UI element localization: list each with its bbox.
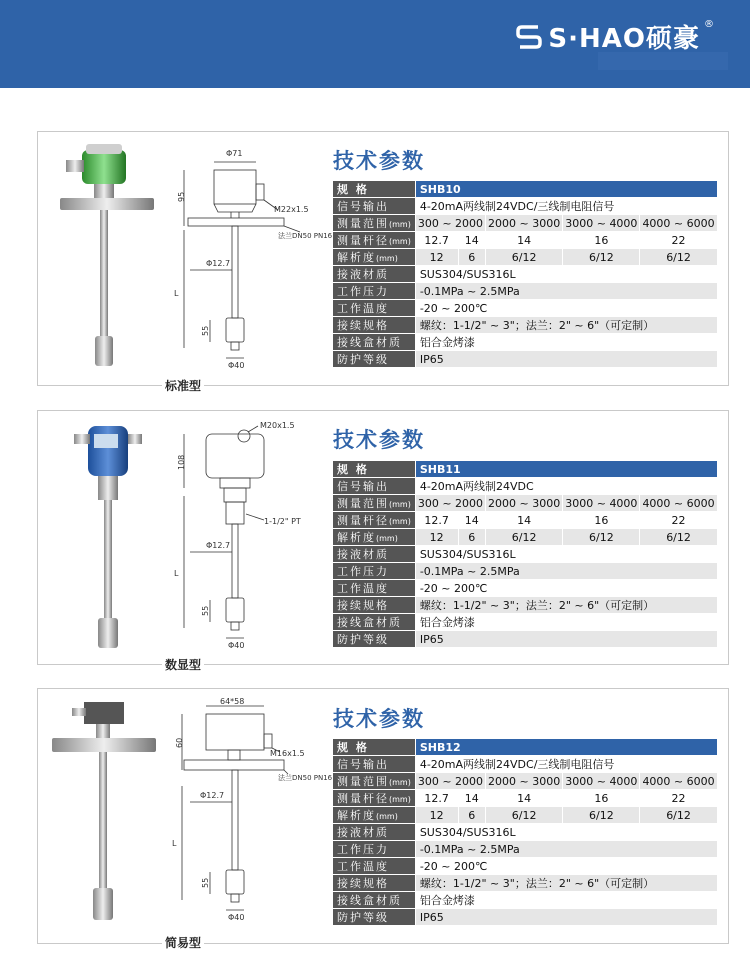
spec-value: 螺纹：1-1/2" ~ 3"；法兰：2" ~ 6"（可定制） — [415, 597, 717, 614]
spec-key: 接续规格 — [333, 317, 416, 334]
dim-length: L — [174, 289, 179, 298]
spec-row-box-material — [333, 614, 718, 631]
spec-row-temperature — [333, 300, 718, 317]
panel-caption: 数显型 — [162, 656, 204, 673]
spec-value: 22 — [640, 232, 717, 249]
spec-value: 300 ~ 2000 — [415, 773, 485, 790]
spec-row-model — [333, 181, 718, 198]
spec-unit: (mm) — [389, 795, 411, 804]
spec-row-rod — [333, 232, 718, 249]
dimension-drawing-standard — [170, 140, 332, 376]
spec-value: 14 — [458, 790, 486, 807]
spec-value: -20 ~ 200℃ — [415, 300, 717, 317]
spec-key: 接液材质 — [333, 266, 416, 283]
spec-row-signal — [333, 478, 718, 495]
dim-thread: M16x1.5 — [270, 749, 305, 758]
spec-value: 3000 ~ 4000 — [563, 495, 640, 512]
dim-float-dia: Φ40 — [228, 913, 245, 922]
spec-value: 4-20mA两线制24VDC/三线制电阻信号 — [415, 198, 717, 215]
spec-value: 6/12 — [486, 807, 563, 824]
spec-value: -20 ~ 200℃ — [415, 580, 717, 597]
spec-value: 300 ~ 2000 — [415, 215, 485, 232]
spec-key: 解析度 — [337, 251, 376, 264]
spec-value: 12 — [415, 807, 458, 824]
spec-key: 信号输出 — [333, 756, 416, 773]
spec-key: 测量范围 — [337, 217, 389, 230]
dim-top: M20x1.5 — [260, 421, 295, 430]
spec-key: 工作温度 — [333, 580, 416, 597]
spec-value: 22 — [640, 790, 717, 807]
spec-value: IP65 — [415, 351, 717, 368]
spec-row-resolution — [333, 807, 718, 824]
spec-value: 6/12 — [563, 529, 640, 546]
spec-value: 4000 ~ 6000 — [640, 773, 717, 790]
dim-length: L — [174, 569, 179, 578]
spec-value: IP65 — [415, 631, 717, 648]
spec-value: 12 — [415, 249, 458, 266]
spec-unit: (mm) — [389, 778, 411, 787]
dim-height: 108 — [177, 454, 186, 470]
spec-row-material — [333, 266, 718, 283]
model-name: SHB11 — [415, 461, 717, 478]
spec-key: 测量范围 — [337, 497, 389, 510]
registered-mark: ® — [704, 19, 714, 30]
spec-unit: (mm) — [389, 220, 411, 229]
spec-row-protection — [333, 909, 718, 926]
dim-float-height: 55 — [201, 325, 210, 336]
spec-row-protection — [333, 631, 718, 648]
spec-value: SUS304/SUS316L — [415, 546, 717, 563]
spec-unit: (mm) — [376, 254, 398, 263]
spec-value: 6/12 — [563, 249, 640, 266]
spec-key: 工作温度 — [333, 300, 416, 317]
spec-value: 6 — [458, 249, 486, 266]
spec-key: 工作压力 — [333, 563, 416, 580]
spec-value: -20 ~ 200℃ — [415, 858, 717, 875]
product-photo-standard — [52, 140, 162, 376]
spec-value: 16 — [563, 790, 640, 807]
spec-value: 6/12 — [486, 529, 563, 546]
spec-key: 接线盒材质 — [333, 334, 416, 351]
dim-length: L — [172, 839, 177, 848]
dim-float-height: 55 — [201, 877, 210, 888]
spec-row-signal — [333, 756, 718, 773]
spec-value: 6/12 — [563, 807, 640, 824]
spec-key: 解析度 — [337, 809, 376, 822]
model-name: SHB10 — [415, 181, 717, 198]
spec-row-pressure — [333, 283, 718, 300]
spec-row-range — [333, 495, 718, 512]
spec-value: IP65 — [415, 909, 717, 926]
spec-key: 规 格 — [333, 739, 416, 756]
spec-value: 2000 ~ 3000 — [486, 215, 563, 232]
spec-value: 6/12 — [640, 529, 717, 546]
dim-top: 64*58 — [220, 697, 245, 706]
spec-unit: (mm) — [376, 812, 398, 821]
dim-top: Φ71 — [226, 149, 243, 158]
spec-value: 螺纹：1-1/2" ~ 3"；法兰：2" ~ 6"（可定制） — [415, 317, 717, 334]
spec-value: 12.7 — [415, 232, 458, 249]
spec-key: 规 格 — [333, 461, 416, 478]
spec-value: -0.1MPa ~ 2.5MPa — [415, 841, 717, 858]
spec-value: 螺纹：1-1/2" ~ 3"；法兰：2" ~ 6"（可定制） — [415, 875, 717, 892]
spec-row-connection — [333, 597, 718, 614]
spec-row-range — [333, 215, 718, 232]
spec-value: 14 — [486, 232, 563, 249]
spec-key: 工作压力 — [333, 283, 416, 300]
spec-key: 接线盒材质 — [333, 892, 416, 909]
panel-caption: 简易型 — [162, 934, 204, 951]
spec-value: 6/12 — [640, 807, 717, 824]
dim-height: 95 — [177, 191, 186, 202]
spec-title: 技术参数 — [333, 707, 425, 731]
product-photo-display — [60, 420, 160, 656]
dimension-drawing-simple — [170, 696, 332, 936]
dim-rod: Φ12.7 — [206, 541, 231, 550]
spec-row-signal — [333, 198, 718, 215]
spec-value: -0.1MPa ~ 2.5MPa — [415, 563, 717, 580]
spec-key: 防护等级 — [333, 909, 416, 926]
spec-key: 防护等级 — [333, 631, 416, 648]
dim-float-dia: Φ40 — [228, 641, 245, 650]
product-photo-simple — [50, 698, 160, 934]
spec-key: 测量杆径 — [337, 514, 389, 527]
spec-key: 解析度 — [337, 531, 376, 544]
dim-height: 60 — [175, 737, 184, 748]
spec-value: 14 — [486, 512, 563, 529]
spec-value: 4-20mA两线制24VDC — [415, 478, 717, 495]
spec-key: 防护等级 — [333, 351, 416, 368]
spec-key: 信号输出 — [333, 478, 416, 495]
spec-key: 接续规格 — [333, 597, 416, 614]
spec-value: 4-20mA两线制24VDC/三线制电阻信号 — [415, 756, 717, 773]
spec-value: 14 — [458, 512, 486, 529]
spec-key: 规 格 — [333, 181, 416, 198]
spec-table-shb12 — [332, 738, 718, 926]
spec-value: 12 — [415, 529, 458, 546]
spec-value: 2000 ~ 3000 — [486, 495, 563, 512]
spec-unit: (mm) — [389, 500, 411, 509]
spec-value: 铝合金烤漆 — [415, 334, 717, 351]
spec-row-temperature — [333, 858, 718, 875]
spec-value: -0.1MPa ~ 2.5MPa — [415, 283, 717, 300]
spec-title: 技术参数 — [333, 149, 425, 173]
brand-header — [0, 0, 750, 88]
spec-value: 铝合金烤漆 — [415, 614, 717, 631]
spec-row-pressure — [333, 841, 718, 858]
brand-mark-icon — [514, 22, 544, 52]
spec-value: 16 — [563, 232, 640, 249]
spec-row-protection — [333, 351, 718, 368]
spec-key: 测量杆径 — [337, 792, 389, 805]
spec-key: 接续规格 — [333, 875, 416, 892]
spec-row-pressure — [333, 563, 718, 580]
dim-thread: 1-1/2" PT — [264, 517, 301, 526]
dim-flange: 法兰DN50 PN16 — [278, 774, 332, 782]
spec-key: 测量范围 — [337, 775, 389, 788]
spec-value: 300 ~ 2000 — [415, 495, 485, 512]
spec-value: SUS304/SUS316L — [415, 266, 717, 283]
spec-value: 6 — [458, 529, 486, 546]
spec-row-temperature — [333, 580, 718, 597]
spec-value: 6/12 — [486, 249, 563, 266]
dimension-drawing-display — [170, 418, 332, 654]
spec-row-resolution — [333, 249, 718, 266]
spec-row-rod — [333, 790, 718, 807]
spec-key: 接液材质 — [333, 824, 416, 841]
spec-value: 22 — [640, 512, 717, 529]
dim-float-dia: Φ40 — [228, 361, 245, 370]
brand-logo — [514, 18, 714, 55]
spec-row-rod — [333, 512, 718, 529]
spec-value: 12.7 — [415, 790, 458, 807]
spec-value: 2000 ~ 3000 — [486, 773, 563, 790]
spec-value: 16 — [563, 512, 640, 529]
spec-key: 测量杆径 — [337, 234, 389, 247]
spec-row-box-material — [333, 334, 718, 351]
spec-value: 14 — [458, 232, 486, 249]
spec-key: 工作压力 — [333, 841, 416, 858]
spec-value: 12.7 — [415, 512, 458, 529]
spec-row-resolution — [333, 529, 718, 546]
dim-float-height: 55 — [201, 605, 210, 616]
dim-rod: Φ12.7 — [206, 259, 231, 268]
spec-unit: (mm) — [389, 237, 411, 246]
spec-key: 信号输出 — [333, 198, 416, 215]
spec-key: 工作温度 — [333, 858, 416, 875]
spec-unit: (mm) — [376, 534, 398, 543]
spec-value: 4000 ~ 6000 — [640, 215, 717, 232]
spec-row-model — [333, 739, 718, 756]
panel-caption: 标准型 — [162, 377, 204, 394]
spec-table-shb10 — [332, 180, 718, 368]
spec-value: 3000 ~ 4000 — [563, 215, 640, 232]
spec-row-material — [333, 824, 718, 841]
spec-row-model — [333, 461, 718, 478]
spec-value: 14 — [486, 790, 563, 807]
spec-table-shb11 — [332, 460, 718, 648]
spec-row-range — [333, 773, 718, 790]
spec-row-connection — [333, 317, 718, 334]
dim-flange: 法兰DN50 PN16 — [278, 232, 332, 240]
spec-title: 技术参数 — [333, 428, 425, 452]
spec-value: 6 — [458, 807, 486, 824]
spec-key: 接线盒材质 — [333, 614, 416, 631]
spec-value: 3000 ~ 4000 — [563, 773, 640, 790]
spec-value: 4000 ~ 6000 — [640, 495, 717, 512]
spec-row-material — [333, 546, 718, 563]
spec-key: 接液材质 — [333, 546, 416, 563]
spec-value: 铝合金烤漆 — [415, 892, 717, 909]
spec-row-connection — [333, 875, 718, 892]
spec-row-box-material — [333, 892, 718, 909]
spec-unit: (mm) — [389, 517, 411, 526]
spec-value: SUS304/SUS316L — [415, 824, 717, 841]
dim-rod: Φ12.7 — [200, 791, 225, 800]
brand-name: S·HAO硕豪 — [548, 24, 700, 54]
model-name: SHB12 — [415, 739, 717, 756]
dim-thread: M22x1.5 — [274, 205, 309, 214]
spec-value: 6/12 — [640, 249, 717, 266]
